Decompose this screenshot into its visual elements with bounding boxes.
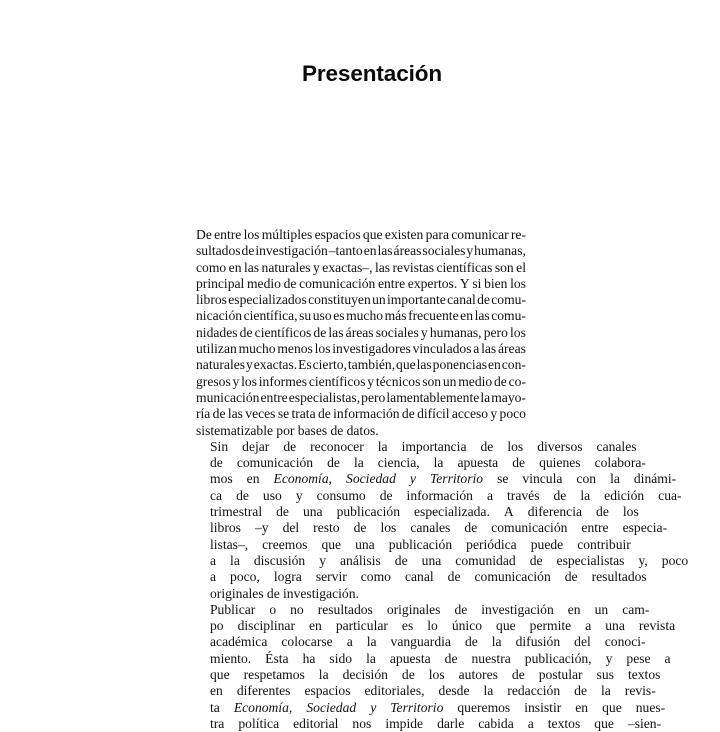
text-line: Publicar o no resultados originales de investigación en un cam- [210,601,650,617]
text-line: nidades de científicos de las áreas sociales y humanas, pero los [196,324,526,340]
text-line: libros –y del resto de los canales de comunicación entre especia- [210,520,668,536]
text-line: tra política editorial nos impide darle cabida a textos que –sien- [210,715,662,731]
text-line: naturales y exactas. Es cierto, también, que las ponencias en con- [196,357,526,373]
text-line: en diferentes espacios editoriales, desde la redacción de la revis- [210,683,656,699]
paragraph-2 [196,438,689,602]
text-line: de comunicación de la ciencia, la apuesta de quienes colabora- [210,455,646,471]
journal-title-word: Territorio [390,699,444,715]
text-line: utilizan mucho menos los investigadores vinculados a las áreas [196,341,526,357]
text-line: que respetamos la decisión de los autores de postular sus textos [210,667,661,683]
journal-title-word: Sociedad [306,699,357,715]
text-line: trimestral de una publicación especializada. A diferencia de los [210,504,639,520]
journal-title-word: Economía, [233,699,293,715]
text-line: Sin dejar de reconocer la importancia de los diversos canales [210,438,637,454]
text-line: miento. Ésta ha sido la apuesta de nuestra publicación, y pese a [210,650,671,666]
page-title: Presentación [301,61,443,86]
text-line: sultados de investigación –tanto en las áreas sociales y humanas, [196,243,526,259]
journal-title-word: Territorio [429,471,484,487]
body-text-block [196,227,689,732]
text-line: ta Economía, Sociedad y Territorio queremos insistir en que nues- [210,699,666,715]
text-line: libros especializados constituyen un importante canal de comu- [196,292,526,308]
text-line: principal medio de comunicación entre expertos. Y si bien los [196,275,526,291]
text-line: sistematizable por bases de datos. [196,422,379,438]
text-line: académica colocarse a la vanguardia de la difusión del conoci- [210,634,646,650]
text-line: nicación científica, su uso es mucho más frecuente en las comu- [196,308,526,324]
journal-title-word: y [370,699,377,715]
text-line: a poco, logra servir como canal de comunicación de resultados [210,569,647,585]
text-line: ría de las veces se trata de información de difícil acceso y poco [196,406,526,422]
text-line: municación entre especialistas, pero lamentablemente la mayo- [196,389,526,405]
text-line: po disciplinar en particular es lo único que permite a una revista [210,618,676,634]
text-line: mos en Economía, Sociedad y Territorio se vincula con la dinámi- [210,471,677,487]
text-line: como en las naturales y exactas–, las revistas científicas son el [196,259,526,275]
paragraph-1 [196,227,526,439]
journal-title-word: Economía, [273,471,333,487]
text-line: a la discusión y análisis de una comunidad de especialistas y, poco [210,552,689,568]
text-line: originales de investigación. [210,585,359,601]
text-line: De entre los múltiples espacios que existen para comunicar re- [196,227,526,242]
text-line: gresos y los informes científicos y técnicos son un medio de co- [196,373,526,389]
text-line: listas–, creemos que una publicación periódica puede contribuir [210,536,631,552]
text-line: ca de uso y consumo de información a través de la edición cua- [210,487,682,503]
journal-title-word: Sociedad [346,471,396,487]
paragraph-3 [196,601,676,732]
journal-title-word: y [409,471,416,487]
